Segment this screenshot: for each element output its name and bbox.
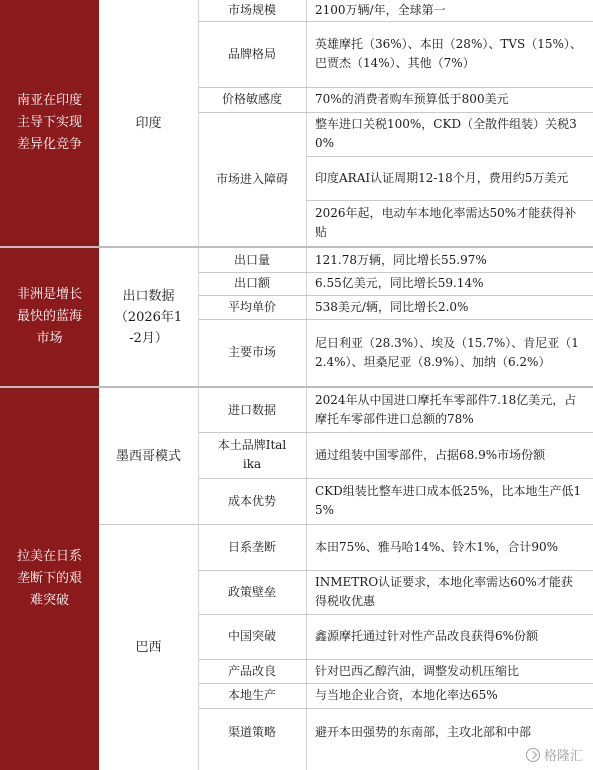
row-label: 本土品牌Italika: [217, 438, 287, 471]
row-content: 121.78万辆，同比增长55.97%: [315, 252, 487, 267]
row-content: 避开本田强势的东南部，主攻北部和中部: [315, 724, 532, 739]
row-content: 2100万辆/年，全球第一: [315, 3, 446, 17]
row-label: 平均单价: [227, 299, 276, 314]
row-divider: [198, 432, 593, 433]
row-content: 英雄摩托（36%）、本田（28%）、TVS（15%）、巴贾杰（14%）、其他（7%）: [315, 37, 582, 70]
row-label: 本地生产: [227, 688, 276, 702]
row-label: 政策壁垒: [227, 584, 276, 599]
row-content: CKD组装比整车进口成本低25%，比本地生产低15%: [315, 484, 582, 517]
row-divider: [198, 683, 593, 684]
country-brazil: 巴西: [135, 639, 162, 655]
row-label: 进口数据: [227, 402, 276, 417]
column-divider: [198, 0, 199, 770]
row-divider: [198, 112, 593, 113]
row-content: 通过组装中国零部件，占据68.9%市场份额: [315, 447, 546, 462]
row-divider: [198, 614, 593, 615]
country-africa-export: 出口数据（2026年1-2月）: [114, 288, 183, 346]
row-divider: [99, 524, 593, 525]
row-content: 印度ARAI认证周期12-18个月，费用约5万美元: [315, 170, 569, 185]
section-divider: [0, 246, 593, 248]
row-content: 538美元/辆，同比增长2.0%: [315, 299, 469, 314]
row-content: 2024年从中国进口摩托车零部件7.18亿美元，占摩托车零部件进口总额的78%: [315, 393, 577, 426]
row-label: 品牌格局: [227, 46, 276, 61]
region-latin-america: 拉美在日系垄断下的艰难突破: [0, 388, 99, 770]
row-content: 70%的消费者购车预算低于800美元: [315, 92, 509, 106]
row-divider: [198, 319, 593, 320]
row-content: 鑫源摩托通过针对性产品改良获得6%份额: [315, 629, 539, 643]
row-label: 中国突破: [227, 629, 276, 643]
country-india: 印度: [135, 115, 162, 131]
watermark-logo: [526, 745, 583, 764]
row-divider: [198, 478, 593, 479]
row-content: 针对巴西乙醇汽油，调整发动机压缩比: [315, 663, 520, 678]
row-label: 市场规模: [227, 3, 276, 17]
row-content: 与当地企业合资，本地化率达65%: [315, 688, 498, 702]
region-africa: 非洲是增长最快的蓝海市场: [0, 248, 99, 386]
row-label: 渠道策略: [227, 724, 276, 739]
row-content: 整车进口关税100%，CKD（全散件组装）关税30%: [315, 117, 577, 150]
row-label-market-barrier: 市场进入障碍: [215, 171, 288, 186]
country-mexico: 墨西哥模式: [115, 448, 181, 464]
row-content: 6.55亿美元，同比增长59.14%: [315, 276, 484, 290]
section-divider: [0, 386, 593, 388]
row-content: 尼日利亚（28.3%）、埃及（15.7%）、肯尼亚（12.4%）、坦桑尼亚（8.9%）、加纳（6.2%）: [315, 335, 579, 369]
row-content: 2026年起，电动车本地化率需达50%才能获得补贴: [315, 206, 577, 239]
row-divider: [198, 272, 593, 273]
row-content: 本田75%、雅马哈14%、铃木1%，合计90%: [315, 539, 559, 554]
row-label: 主要市场: [227, 345, 276, 359]
row-divider: [198, 87, 593, 88]
column-divider: [306, 0, 307, 770]
row-label: 价格敏感度: [221, 92, 282, 106]
row-divider: [198, 659, 593, 660]
row-content: INMETRO认证要求，本地化率需达60%才能获得税收优惠: [315, 575, 573, 608]
row-divider: [198, 708, 593, 709]
watermark-text: 格隆汇: [543, 749, 583, 764]
row-divider: [306, 156, 593, 157]
row-divider: [198, 21, 593, 22]
row-divider: [198, 570, 593, 571]
row-label: 出口额: [233, 276, 270, 290]
watermark-icon: [526, 748, 540, 762]
row-label: 成本优势: [227, 493, 276, 508]
row-divider: [306, 200, 593, 201]
region-south-asia: 南亚在印度主导下实现差异化竞争: [0, 0, 99, 246]
row-label: 出口量: [233, 252, 270, 267]
row-label: 日系垄断: [227, 539, 276, 554]
row-divider: [198, 295, 593, 296]
row-label: 产品改良: [227, 663, 276, 678]
